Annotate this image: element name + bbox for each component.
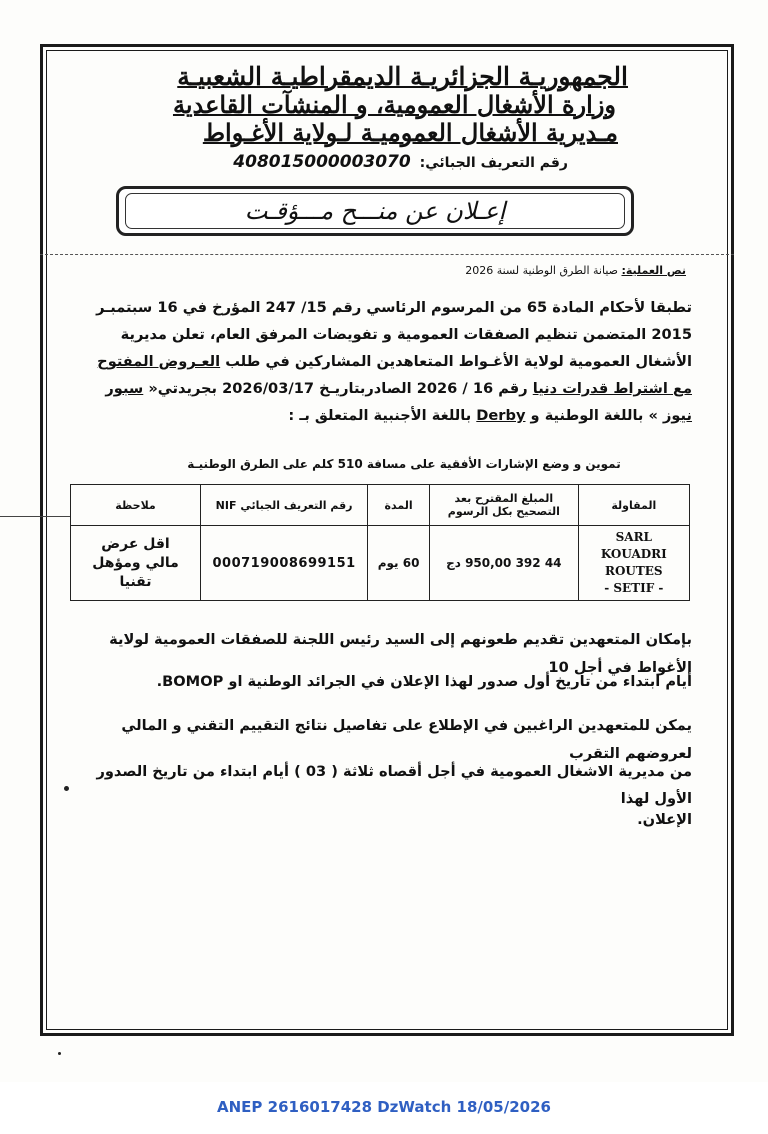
company-line: KOUADRI bbox=[600, 547, 667, 561]
notes-line: اقل عرض bbox=[101, 535, 170, 552]
table-row bbox=[71, 526, 690, 601]
scan-speck bbox=[64, 786, 69, 791]
header-nif: رقم التعريف الجبائي NIF bbox=[201, 485, 368, 526]
newspaper-name: Derby bbox=[476, 407, 526, 424]
notes-line: مالي ومؤهل bbox=[92, 554, 179, 571]
header-amount: المبلغ المقترح بعد التصحيح بكل الرسوم bbox=[430, 485, 579, 526]
company-line: SARL bbox=[615, 530, 652, 544]
results-paragraph: يمكن للمتعهدين الراغبين في الإطلاع على تفاصيل نتائج التقييم التقني و المالي لعروضهم التقرب bbox=[121, 717, 692, 762]
paragraph-text: » باللغة الوطنية و bbox=[525, 407, 663, 424]
cell-notes bbox=[71, 526, 201, 601]
tax-id-value: 408015000003070 bbox=[233, 152, 411, 172]
cell-nif: 000719008699151 bbox=[201, 526, 368, 601]
results-paragraph-cont: من مديرية الاشغال العمومية في أجل أقصاه ثلاثة ( 03 ) أيام ابتداء من تاريخ الصدور الأول لهذا bbox=[96, 763, 692, 807]
operation-label: نص العملية: bbox=[621, 264, 686, 277]
tender-type-text: العـروض المفتوح مع اشتراط قدرات دنيا bbox=[97, 353, 692, 397]
separator-line bbox=[40, 254, 734, 255]
operation-value: صيانة الطرق الوطنية لسنة 2026 bbox=[465, 264, 618, 277]
tax-id-label: رقم التعريف الجبائي: bbox=[419, 155, 568, 171]
operation-line bbox=[465, 264, 686, 277]
cell-company bbox=[578, 526, 689, 601]
header-duration: المدة bbox=[368, 485, 430, 526]
publication-footer: ANEP 2616017428 DzWatch 18/05/2026 bbox=[217, 1098, 551, 1116]
scan-mark bbox=[0, 516, 70, 517]
header-notes: ملاحظة bbox=[71, 485, 201, 526]
announcement-title: إعـلان عن منـــح مـــؤقـت bbox=[244, 197, 506, 225]
appeal-paragraph: بإمكان المتعهدين تقديم طعونهم إلى السيد رئيس اللجنة للصفقات العمومية لولاية الأغواط في أجل 10 bbox=[109, 631, 692, 676]
closing-word: الإعلان. bbox=[637, 811, 692, 828]
award-table bbox=[70, 484, 690, 601]
paragraph-text: باللغة الأجنبية المتعلق بـ : bbox=[288, 407, 477, 424]
cell-duration: 60 يوم bbox=[368, 526, 430, 601]
newspaper-name: سبور نيوز bbox=[105, 380, 692, 424]
notes-line: تقنيا bbox=[119, 573, 152, 590]
directorate-title: مـديرية الأشغال العموميـة لـولاية الأغـواط bbox=[202, 118, 618, 147]
appeal-paragraph-cont: أيام ابتداء من تاريخ أول صدور لهذا الإعلان في الجرائد الوطنية او BOMOP. bbox=[156, 673, 692, 690]
table-title: تموين و وضع الإشارات الأفقية على مسافة 510 كلم على الطرق الوطنيـة bbox=[187, 457, 621, 471]
main-paragraph bbox=[76, 294, 692, 429]
company-line: ROUTES bbox=[604, 564, 663, 578]
scan-speck bbox=[58, 1052, 61, 1055]
tax-id-line bbox=[233, 152, 568, 172]
paragraph-text: رقم 16 / 2026 الصادربتاريـخ 2026/03/17 بجريدتي« bbox=[143, 380, 533, 397]
company-line: - SETIF - bbox=[604, 581, 664, 595]
header-company: المقاولة bbox=[578, 485, 689, 526]
table-header-row bbox=[71, 485, 690, 526]
announcement-title-box bbox=[116, 186, 634, 236]
republic-title: الجمهوريـة الجزائريـة الديمقراطيـة الشعبيـة bbox=[177, 62, 628, 91]
ministry-title: وزارة الأشغال العمومية، و المنشآت القاعدية bbox=[172, 90, 616, 119]
cell-amount: 44 392 950,00 دج bbox=[430, 526, 579, 601]
paragraph-text: تطبقا لأحكام المادة 65 من المرسوم الرئاسي رقم 15/ 247 المؤرخ في 16 سبتمبـر 2015 المتضمن تنظيم الصفقات العمومية و تفويضات المرفق العام، تعلن مديرية الأشغال العمومية لولاية الأغـواط المتعاهدين المشاركين في طلب bbox=[96, 299, 692, 370]
